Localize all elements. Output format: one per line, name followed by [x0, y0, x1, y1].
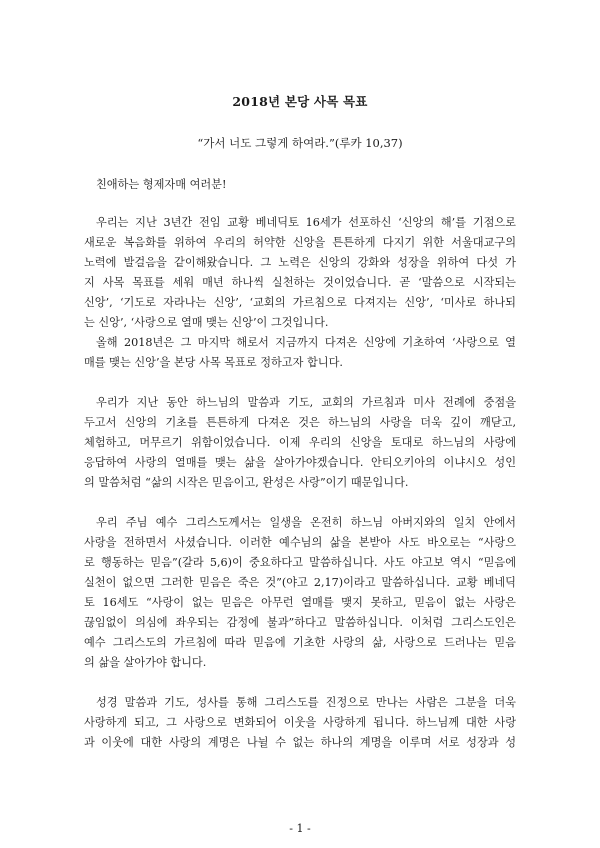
paragraph-line: 지 사목 목표를 세워 매년 하나씩 실천하는 것이었습니다. 곧 ‘말씀으로 시작되는: [84, 276, 516, 289]
paragraph-line: 응답하여 사랑의 열매를 맺는 삶을 살아가야겠습니다. 안티오키아의 이냐시오 성인: [84, 456, 516, 469]
paragraph-line: 매를 맺는 신앙’을 본당 사목 목표로 정하고자 합니다.: [84, 356, 343, 369]
paragraph-line: 사랑하게 되고, 그 사랑으로 변화되어 이웃을 사랑하게 됩니다. 하느님께 대한 사랑: [84, 716, 516, 729]
paragraph-line: 우리 주님 예수 그리스도께서는 일생을 온전히 하느님 아버지와의 일치 안에서: [96, 516, 516, 529]
paragraph-line: 의 삶을 살아가야 합니다.: [84, 656, 207, 669]
paragraph-line: 신앙’, ‘기도로 자라나는 신앙’, ‘교회의 가르침으로 다져지는 신앙’, ‘미사로 하나되: [84, 296, 516, 309]
paragraph-line: 끊임없이 의심에 좌우되는 감정에 불과”하다고 말씀하십니다. 이처럼 그리스도인은: [84, 616, 516, 629]
paragraph-line: 의 말씀처럼 “삶의 시작은 믿음이고, 완성은 사랑”이기 때문입니다.: [84, 476, 409, 489]
paragraph-line: 새로운 복음화를 위하여 우리의 허약한 신앙을 튼튼하게 다지기 위한 서울대교구의: [84, 236, 516, 249]
paragraph-line: 실천이 없으면 그러한 믿음은 죽은 것”(야고 2,17)이라고 말씀하십니다. 교황 베네딕: [84, 576, 516, 589]
paragraph-line: 예수 그리스도의 가르침에 따라 믿음에 기초한 사랑의 삶, 사랑으로 드러나는 믿음: [84, 636, 516, 649]
page-number: - 1 -: [289, 822, 311, 835]
paragraph-line: 토 16세도 “사랑이 없는 믿음은 아무런 열매를 맺지 못하고, 믿음이 없는 사랑은: [84, 596, 516, 609]
paragraph-line: 우리는 지난 3년간 전임 교황 베네딕토 16세가 선포하신 ‘신앙의 해’를 기점으로: [96, 216, 516, 229]
document-title: 2018년 본당 사목 목표: [232, 94, 368, 109]
paragraph-line: 체험하고, 머무르기 위함이었습니다. 이제 우리의 신앙을 토대로 하느님의 사랑에: [84, 436, 516, 449]
paragraph-line: 과 이웃에 대한 사랑의 계명은 나뉠 수 없는 하나의 계명을 이루며 서로 성장과 성: [84, 736, 516, 749]
paragraph-line: 우리가 지난 동안 하느님의 말씀과 기도, 교회의 가르침과 미사 전례에 중점을: [96, 396, 516, 409]
paragraph-line: 는 신앙’, ‘사랑으로 열매 맺는 신앙’이 그것입니다.: [84, 316, 329, 329]
paragraph-line: 올해 2018년은 그 마지막 해로서 지금까지 다져온 신앙에 기초하여 ‘사랑으로 열: [96, 336, 516, 349]
paragraph-line: 로 행동하는 믿음”(갈라 5,6)이 중요하다고 말씀하십니다. 사도 야고보 역시 “믿음에: [84, 556, 516, 569]
paragraph-line: 성경 말씀과 기도, 성사를 통해 그리스도를 진정으로 만나는 사람은 그분을 더욱: [96, 696, 516, 709]
paragraph-line: 두고서 신앙의 기초를 튼튼하게 다져온 것은 하느님의 사랑을 더욱 깊이 깨닫고,: [84, 416, 516, 429]
scripture-quote: “가서 너도 그렇게 하여라.”(루카 10,37): [197, 136, 403, 150]
paragraph-line: 사랑을 전하면서 사셨습니다. 이러한 예수님의 삶을 본받아 사도 바오로는 “사랑으: [84, 536, 516, 549]
paragraph-line: 노력에 발걸음을 같이해왔습니다. 그 노력은 신앙의 강화와 성장을 위하여 다섯 가: [84, 256, 516, 269]
salutation: 친애하는 형제자매 여러분!: [96, 178, 227, 191]
